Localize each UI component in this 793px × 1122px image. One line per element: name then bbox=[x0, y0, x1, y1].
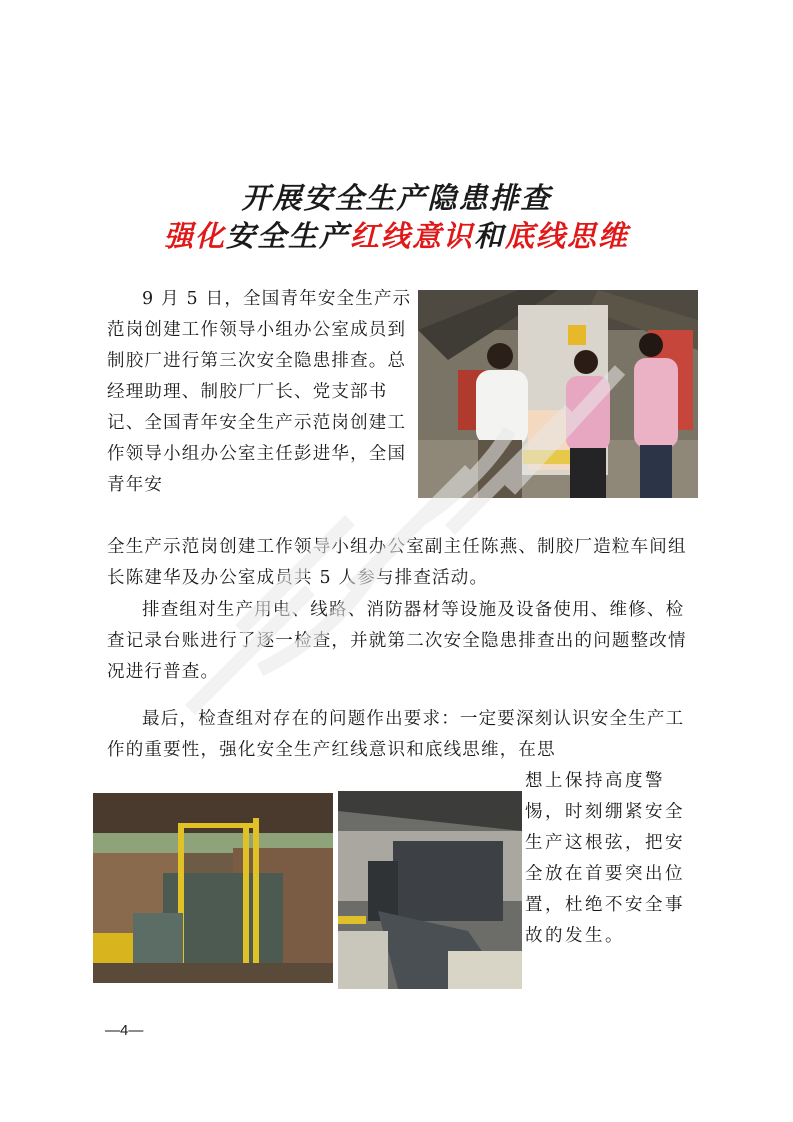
page-title: 开展安全生产隐患排查 bbox=[241, 181, 552, 215]
subtitle-red-3: 底线思维 bbox=[505, 219, 630, 253]
machinery-photo-left bbox=[93, 793, 333, 983]
paragraph-1-part-1: 9 月 5 日，全国青年安全生产示范岗创建工作领导小组办公室成员到制胶厂进行第三次安全隐患排查。总经理助理、制胶厂厂长、党支部书记、全国青年安全生产示范岗创建工作领导小组办公室主任彭进华，全国青年安 bbox=[107, 289, 412, 495]
subtitle-red-1: 强化 bbox=[163, 219, 226, 253]
page-subtitle bbox=[0, 214, 793, 255]
subtitle-black-1: 安全生产 bbox=[225, 219, 350, 253]
subtitle-black-2: 和 bbox=[474, 219, 506, 253]
paragraph-3-part-1: 最后，检查组对存在的问题作出要求：一定要深刻认识安全生产工作的重要性，强化安全生产红线意识和底线思维，在思 bbox=[107, 709, 685, 760]
paragraph-1-part-2: 全生产示范岗创建工作领导小组办公室副主任陈燕、制胶厂造粒车间组长陈建华及办公室成员共 5 人参与排查活动。 bbox=[107, 537, 687, 588]
subtitle-red-2: 红线意识 bbox=[349, 219, 474, 253]
page-number: —4— bbox=[105, 1022, 144, 1039]
paragraph-2: 排查组对生产用电、线路、消防器材等设施及设备使用、维修、检查记录台账进行了逐一检查，并就第二次安全隐患排查出的问题整改情况进行普查。 bbox=[107, 600, 687, 682]
inspection-photo bbox=[418, 290, 698, 498]
machinery-photo-right bbox=[338, 791, 522, 989]
paragraph-3-part-2: 想上保持高度警惕，时刻绷紧安全生产这根弦，把安全放在首要突出位置，杜绝不安全事故的发生。 bbox=[525, 771, 685, 946]
